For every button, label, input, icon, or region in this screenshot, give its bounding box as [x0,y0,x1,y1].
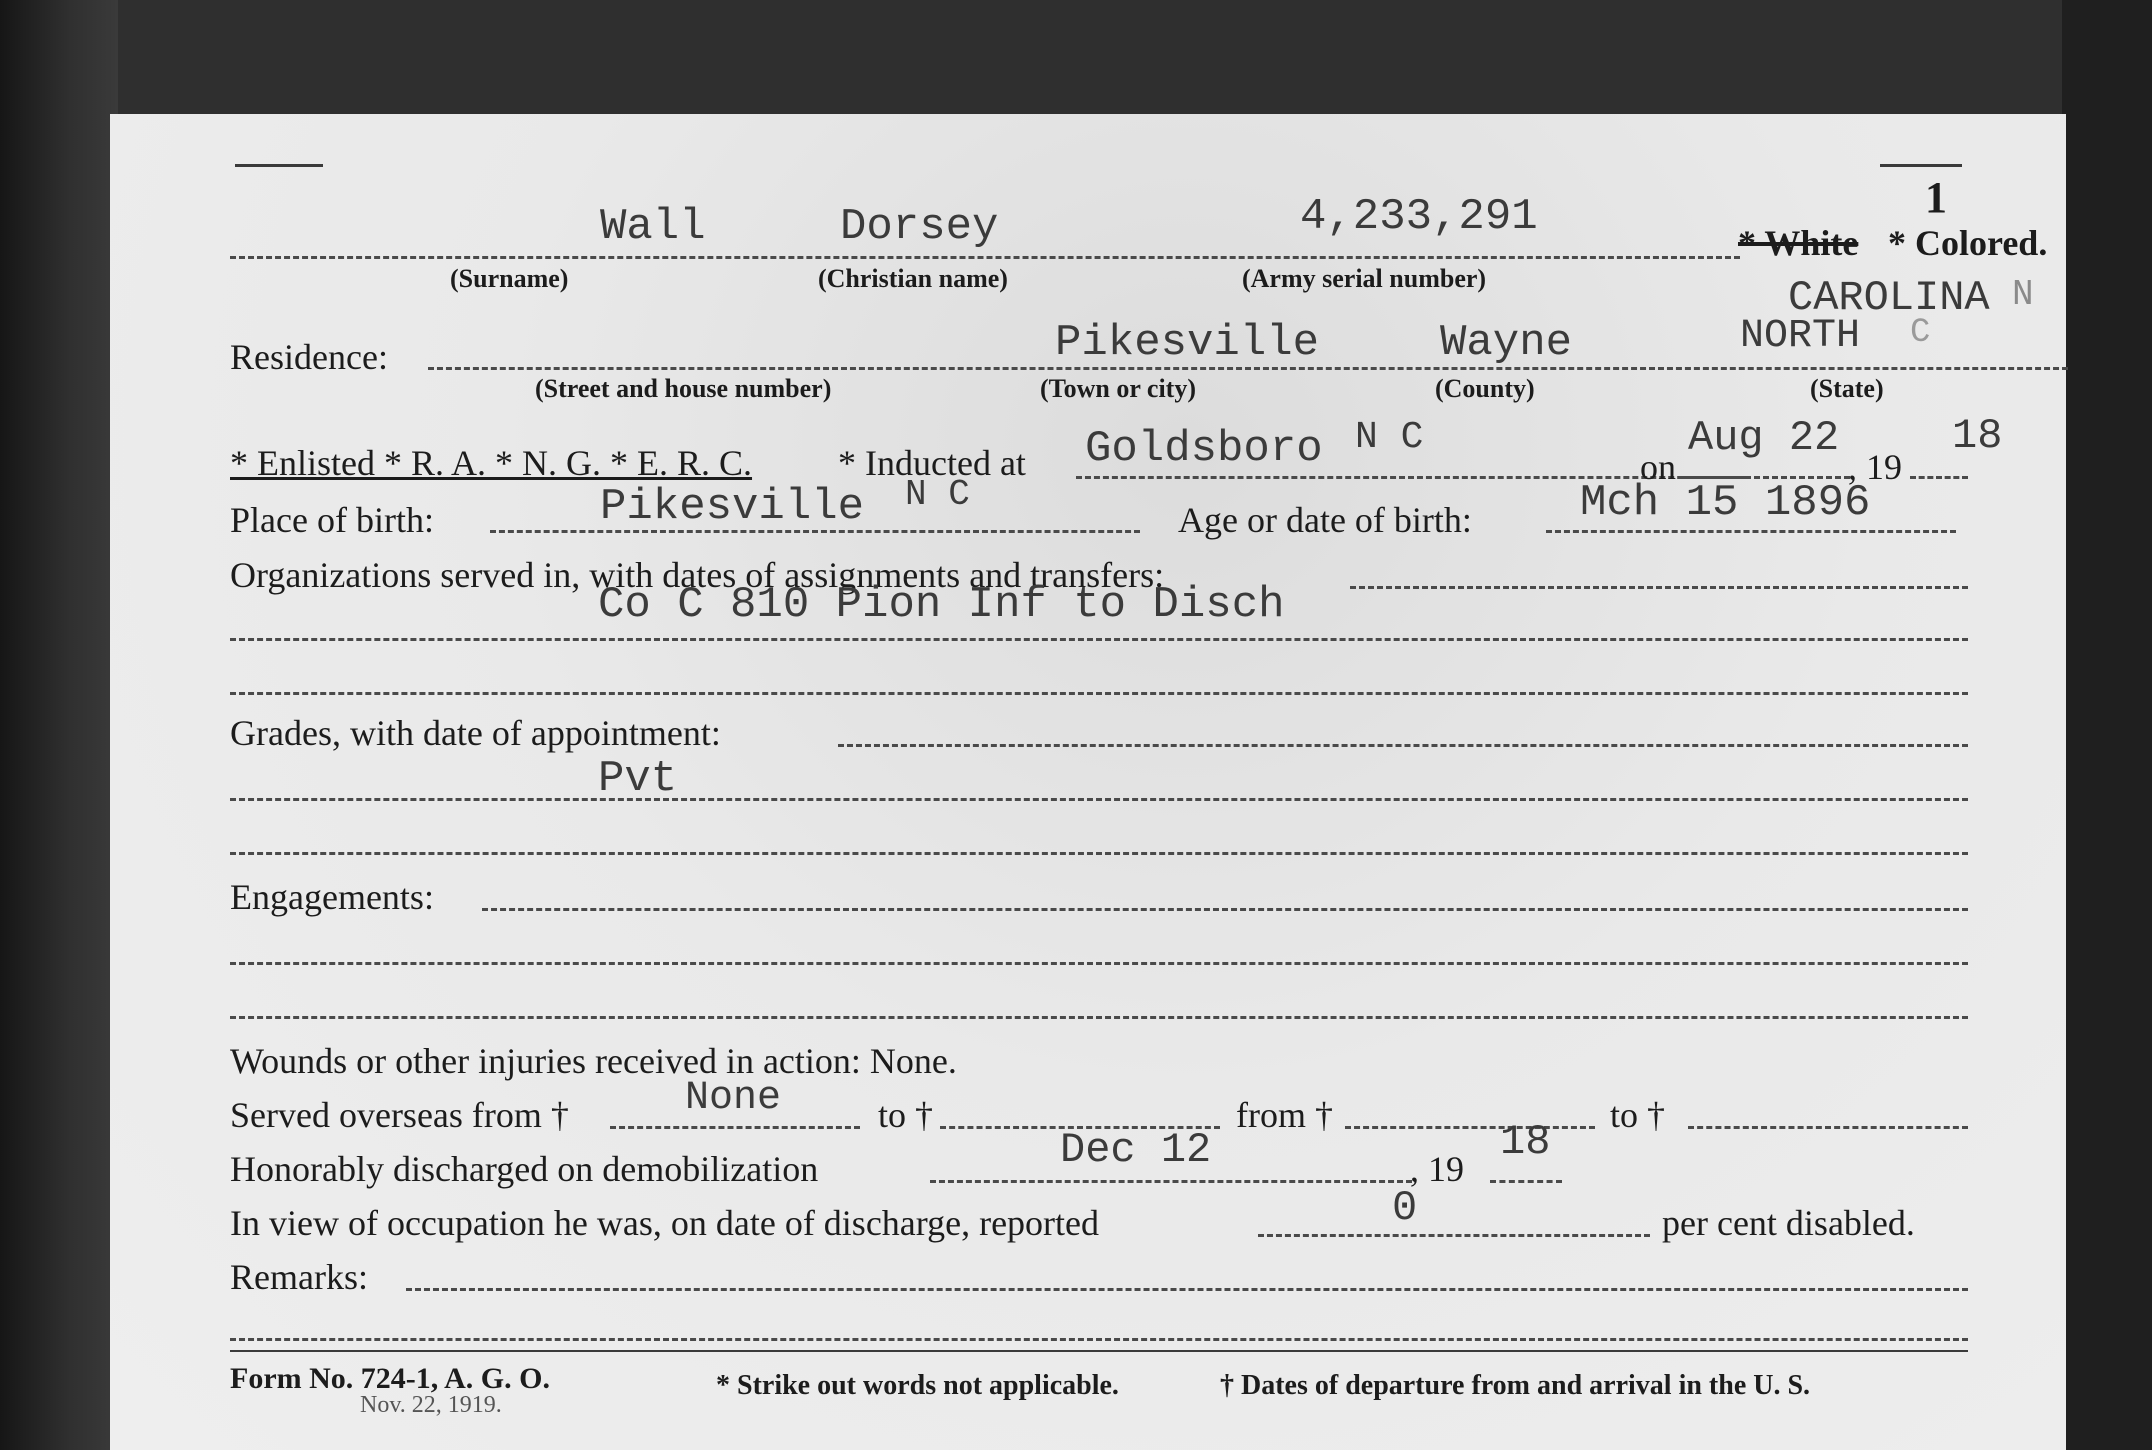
top-left-rule [235,164,323,167]
caption-county: (County) [1435,374,1535,403]
race-white-option: * White [1738,223,1859,263]
footer-rule [230,1350,1968,1352]
remarks-line-2 [230,1338,1968,1341]
overseas-from2-line [1345,1126,1595,1129]
footnote-dates: † Dates of departure from and arrival in the U. S. [1220,1370,1811,1401]
inducted-on-label: on [1640,447,1676,487]
race-colored-option: * Colored. [1888,223,2048,263]
scan-background-left [0,0,118,1450]
overseas-to-label: to † [878,1095,934,1135]
service-record-card [110,114,2066,1450]
grades-label: Grades, with date of appointment: [230,713,721,753]
enlisted-options: * Enlisted * R. A. * N. G. * E. R. C. [230,443,753,483]
organizations-line-3 [230,692,1968,695]
overseas-to2-label: to † [1610,1095,1666,1135]
organizations-label: Organizations served in, with dates of assignments and transfers: [230,555,1165,595]
caption-christian-name: (Christian name) [818,264,1008,293]
inducted-date-value: Aug 22 [1688,414,1840,462]
serial-number-value: 4,233,291 [1300,192,1538,242]
engagements-line-1 [482,908,1968,911]
engagements-line-3 [230,1016,1968,1019]
discharge-date-value: Dec 12 [1060,1126,1212,1174]
residence-state-tail: C [1910,314,1931,352]
scan-background-right [2062,0,2152,1450]
discharge-year-prefix: , 19 [1410,1149,1464,1189]
state-stamp-carolina: CAROLINA [1788,274,1990,322]
residence-label: Residence: [230,337,388,377]
disability-value: 0 [1392,1184,1418,1232]
caption-street: (Street and house number) [535,374,832,403]
disability-label: In view of occupation he was, on date of discharge, reported [230,1203,1100,1243]
form-number: Form No. 724-1, A. G. O. [230,1362,550,1395]
disability-suffix: per cent disabled. [1662,1203,1915,1243]
organizations-line-2 [230,638,1968,641]
date-of-birth-value: Mch 15 1896 [1580,478,1871,528]
grades-value: Pvt [598,754,678,804]
disability-line [1258,1234,1650,1237]
caption-serial-number: (Army serial number) [1242,264,1487,293]
place-of-birth-state: N C [905,474,970,515]
organizations-line-1 [1350,586,1968,589]
remarks-label: Remarks: [230,1257,368,1297]
grades-line-2 [230,798,1968,801]
name-line [230,256,1740,259]
remarks-line-1 [406,1288,1968,1291]
residence-county-value: Wayne [1440,318,1573,368]
grades-line-1 [838,744,1968,747]
wounds-label: Wounds or other injuries received in action: None. [230,1041,957,1081]
discharge-label: Honorably discharged on demobilization [230,1149,819,1189]
caption-town: (Town or city) [1040,374,1196,403]
discharge-year-value: 18 [1500,1118,1551,1166]
engagements-label: Engagements: [230,877,434,917]
organizations-value: Co C 810 Pion Inf to Disch [598,580,1285,630]
state-stamp-carolina-tail: N [2012,274,2034,315]
inducted-at-label: * Inducted at [838,443,1026,483]
caption-state: (State) [1810,374,1884,403]
date-of-birth-label: Age or date of birth: [1178,500,1472,540]
overseas-from-label: Served overseas from † [230,1095,569,1135]
top-right-rule [1880,164,1962,167]
place-of-birth-label: Place of birth: [230,500,434,540]
grades-line-3 [230,852,1968,855]
residence-state-value: NORTH [1740,314,1861,359]
inducted-year-value: 18 [1952,412,2003,460]
form-date: Nov. 22, 1919. [360,1392,502,1418]
overseas-to2-line [1688,1126,1968,1129]
discharge-date-line [930,1180,1412,1183]
overseas-from-line [610,1126,860,1129]
caption-surname: (Surname) [450,264,569,293]
inducted-place-value: Goldsboro [1085,424,1323,474]
scan-background-top [0,0,2152,116]
footnote-strike-out: * Strike out words not applicable. [716,1370,1119,1401]
overseas-from-value: None [685,1076,782,1121]
discharge-year-line [1490,1180,1562,1183]
place-of-birth-value: Pikesville [600,482,865,532]
date-of-birth-line [1546,530,1956,533]
engagements-line-2 [230,962,1968,965]
christian-name-value: Dorsey [840,202,999,252]
overseas-from2-label: from † [1236,1095,1333,1135]
inducted-year-line [1910,476,1968,479]
inducted-place-state: N C [1355,416,1424,459]
inducted-year-prefix: , 19 [1848,447,1902,487]
card-number: 1 [1925,173,1947,222]
surname-value: Wall [600,202,706,252]
residence-town-value: Pikesville [1055,318,1320,368]
